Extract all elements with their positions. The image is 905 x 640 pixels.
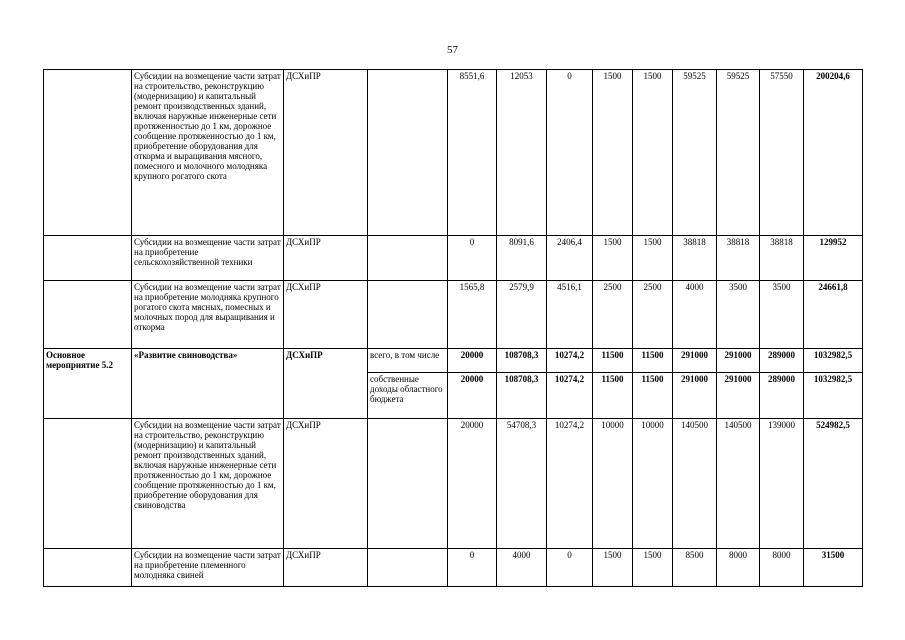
value-cell: 59525	[673, 70, 717, 236]
event-cell-empty	[44, 70, 132, 236]
row-source	[368, 281, 448, 349]
row-total: 200204,6	[804, 70, 863, 236]
value-cell: 10000	[633, 419, 673, 549]
table-row	[44, 236, 863, 281]
row-source	[368, 70, 448, 236]
value-cell: 10274,2	[547, 419, 593, 549]
row-total: 1032982,5	[804, 373, 863, 419]
value-cell: 3500	[717, 281, 760, 349]
value-cell: 11500	[593, 349, 633, 373]
value-cell: 20000	[448, 349, 497, 373]
value-cell: 291000	[673, 373, 717, 419]
row-total: 129952	[804, 236, 863, 281]
value-cell: 8091,6	[497, 236, 547, 281]
value-cell: 1500	[633, 549, 673, 587]
table-row	[44, 549, 863, 587]
event-cell-empty	[44, 549, 132, 587]
value-cell: 20000	[448, 419, 497, 549]
event-cell-empty	[44, 236, 132, 281]
page-number: 57	[447, 44, 458, 56]
main-event-executor: ДСХиПР	[284, 349, 368, 419]
event-cell-empty	[44, 419, 132, 549]
row-description: Субсидии на возмещение части затрат на приобретение молодняка крупного рогатого скота мясных, помесных и молочных пород для выращивания и откорма	[132, 281, 284, 349]
row-source	[368, 549, 448, 587]
value-cell: 3500	[760, 281, 804, 349]
value-cell: 11500	[633, 373, 673, 419]
value-cell: 291000	[717, 349, 760, 373]
table-row	[44, 419, 863, 549]
value-cell: 38818	[673, 236, 717, 281]
value-cell: 10274,2	[547, 373, 593, 419]
value-cell: 0	[547, 549, 593, 587]
value-cell: 10274,2	[547, 349, 593, 373]
value-cell: 289000	[760, 373, 804, 419]
row-source	[368, 236, 448, 281]
value-cell: 1565,8	[448, 281, 497, 349]
value-cell: 291000	[717, 373, 760, 419]
value-cell: 59525	[717, 70, 760, 236]
value-cell: 4516,1	[547, 281, 593, 349]
value-cell: 1500	[593, 549, 633, 587]
value-cell: 4000	[673, 281, 717, 349]
value-cell: 1500	[593, 236, 633, 281]
value-cell: 11500	[593, 373, 633, 419]
value-cell: 8500	[673, 549, 717, 587]
value-cell: 2500	[593, 281, 633, 349]
table-row	[44, 281, 863, 349]
value-cell: 108708,3	[497, 349, 547, 373]
row-executor: ДСХиПР	[284, 236, 368, 281]
value-cell: 1500	[593, 70, 633, 236]
value-cell: 11500	[633, 349, 673, 373]
row-description: Субсидии на возмещение части затрат на строительство, реконструкцию (модернизацию) и капитальный ремонт производственных зданий, включая наружные инженерные сети протяженностью до 1 км, дорожное сообщение протяженностью до 1 км, приобретение оборудования для откорма и выращивания мясного, помесного и молочного молодняка крупного рогатого скота	[132, 70, 284, 236]
row-description: Субсидии на возмещение части затрат на приобретение сельскохозяйственной техники	[132, 236, 284, 281]
value-cell: 291000	[673, 349, 717, 373]
value-cell: 8000	[717, 549, 760, 587]
row-total: 24661,8	[804, 281, 863, 349]
table-row	[44, 70, 863, 236]
value-cell: 1500	[633, 70, 673, 236]
row-source	[368, 419, 448, 549]
row-total: 524982,5	[804, 419, 863, 549]
row-total: 31500	[804, 549, 863, 587]
row-total: 1032982,5	[804, 349, 863, 373]
main-event-source: собственные доходы областного бюджета	[368, 373, 448, 419]
value-cell: 8551,6	[448, 70, 497, 236]
main-event-row	[44, 349, 863, 373]
value-cell: 38818	[760, 236, 804, 281]
row-description: Субсидии на возмещение части затрат на строительство, реконструкцию (модернизацию) и капитальный ремонт производственных зданий, включая наружные инженерные сети протяженностью до 1 км, дорожное сообщение протяженностью до 1 км, приобретение оборудования для свиноводства	[132, 419, 284, 549]
value-cell: 0	[448, 236, 497, 281]
value-cell: 2406,4	[547, 236, 593, 281]
value-cell: 0	[547, 70, 593, 236]
value-cell: 0	[448, 549, 497, 587]
main-event-title: «Развитие свиноводства»	[132, 349, 284, 419]
value-cell: 2500	[633, 281, 673, 349]
value-cell: 289000	[760, 349, 804, 373]
row-executor: ДСХиПР	[284, 281, 368, 349]
value-cell: 4000	[497, 549, 547, 587]
main-event-source: всего, в том числе	[368, 349, 448, 373]
event-cell-empty	[44, 281, 132, 349]
value-cell: 38818	[717, 236, 760, 281]
value-cell: 10000	[593, 419, 633, 549]
row-executor: ДСХиПР	[284, 70, 368, 236]
row-description: Субсидии на возмещение части затрат на приобретение племенного молодняка свиней	[132, 549, 284, 587]
value-cell: 140500	[673, 419, 717, 549]
value-cell: 8000	[760, 549, 804, 587]
value-cell: 2579,9	[497, 281, 547, 349]
value-cell: 20000	[448, 373, 497, 419]
value-cell: 57550	[760, 70, 804, 236]
value-cell: 1500	[633, 236, 673, 281]
value-cell: 54708,3	[497, 419, 547, 549]
value-cell: 108708,3	[497, 373, 547, 419]
budget-table	[43, 69, 863, 587]
row-executor: ДСХиПР	[284, 549, 368, 587]
value-cell: 139000	[760, 419, 804, 549]
main-event-code: Основное мероприятие 5.2	[44, 349, 132, 419]
row-executor: ДСХиПР	[284, 419, 368, 549]
value-cell: 140500	[717, 419, 760, 549]
value-cell: 12053	[497, 70, 547, 236]
